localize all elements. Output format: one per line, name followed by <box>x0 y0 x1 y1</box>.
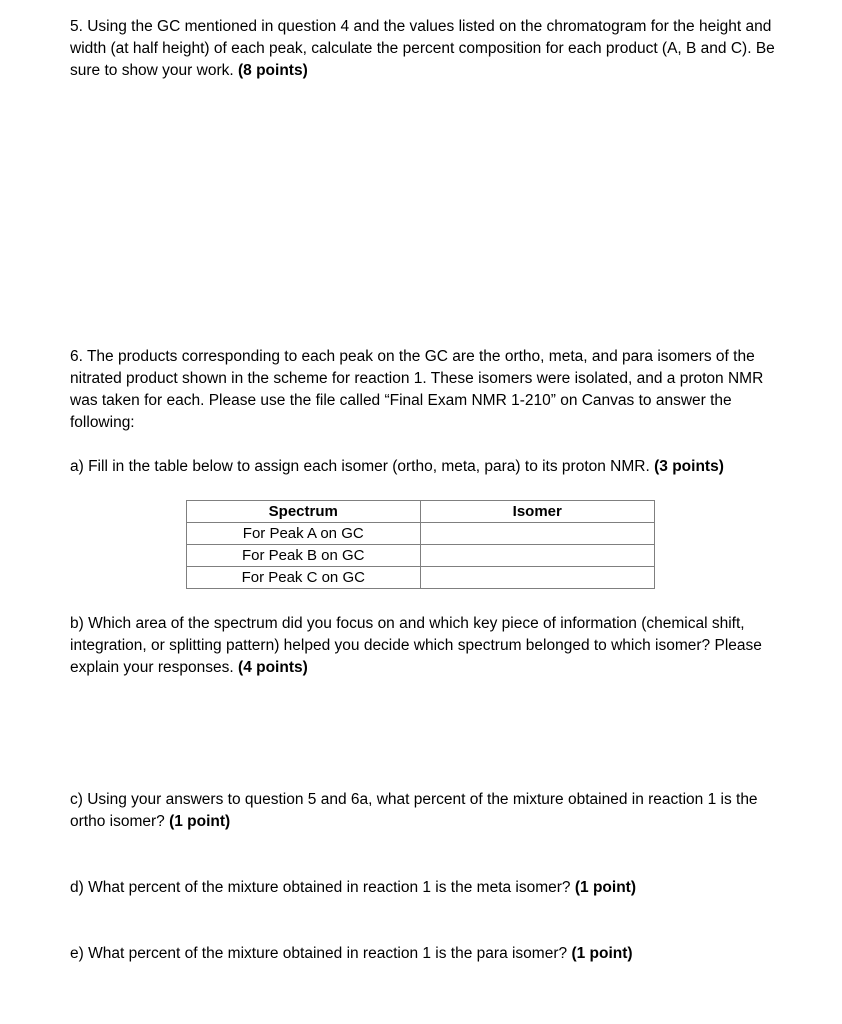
question-6b-points: (4 points) <box>238 659 308 676</box>
question-6a <box>70 456 780 478</box>
table-header-row <box>187 501 655 523</box>
question-6d <box>70 877 780 899</box>
isomer-cell-peak-b[interactable] <box>420 545 654 567</box>
isomer-assignment-table <box>186 500 655 589</box>
question-5-text: 5. Using the GC mentioned in question 4 and the values listed on the chromatogram for the height and width (at half height) of each peak, calculate the percent composition for each product (A, B and C). Be sure to show your work. <box>70 18 775 79</box>
question-6b-text: b) Which area of the spectrum did you focus on and which key piece of information (chemical shift, integration, or splitting pattern) helped you decide which spectrum belonged to which isomer? Please explain your responses. <box>70 615 762 676</box>
question-6d-points: (1 point) <box>574 879 636 896</box>
question-6e-points: (1 point) <box>571 945 633 962</box>
question-6a-points: (3 points) <box>654 458 724 475</box>
question-6c-text: c) Using your answers to question 5 and 6a, what percent of the mixture obtained in reaction 1 is the ortho isomer? <box>70 791 758 830</box>
spectrum-cell-peak-b: For Peak B on GC <box>187 545 421 567</box>
spectrum-column-header: Spectrum <box>187 501 421 523</box>
question-6b <box>70 613 780 679</box>
question-6d-text: d) What percent of the mixture obtained in reaction 1 is the meta isomer? <box>70 879 571 896</box>
table-row <box>187 545 655 567</box>
spectrum-cell-peak-c: For Peak C on GC <box>187 567 421 589</box>
isomer-cell-peak-c[interactable] <box>420 567 654 589</box>
isomer-cell-peak-a[interactable] <box>420 523 654 545</box>
question-5-points: (8 points) <box>238 62 308 79</box>
question-5 <box>70 16 780 82</box>
table-row <box>187 567 655 589</box>
question-6 <box>70 346 780 434</box>
question-6e-text: e) What percent of the mixture obtained in reaction 1 is the para isomer? <box>70 945 568 962</box>
isomer-column-header: Isomer <box>420 501 654 523</box>
table-row <box>187 523 655 545</box>
question-6c-points: (1 point) <box>169 813 231 830</box>
spectrum-cell-peak-a: For Peak A on GC <box>187 523 421 545</box>
question-6a-text: a) Fill in the table below to assign each isomer (ortho, meta, para) to its proton NMR. <box>70 458 650 475</box>
question-6-text: 6. The products corresponding to each peak on the GC are the ortho, meta, and para isomers of the nitrated product shown in the scheme for reaction 1. These isomers were isolated, and a proton NMR was taken for each. Please use the file called “Final Exam NMR 1-210” on Canvas to answer the following: <box>70 348 764 431</box>
question-6c <box>70 789 780 833</box>
question-6e <box>70 943 780 965</box>
